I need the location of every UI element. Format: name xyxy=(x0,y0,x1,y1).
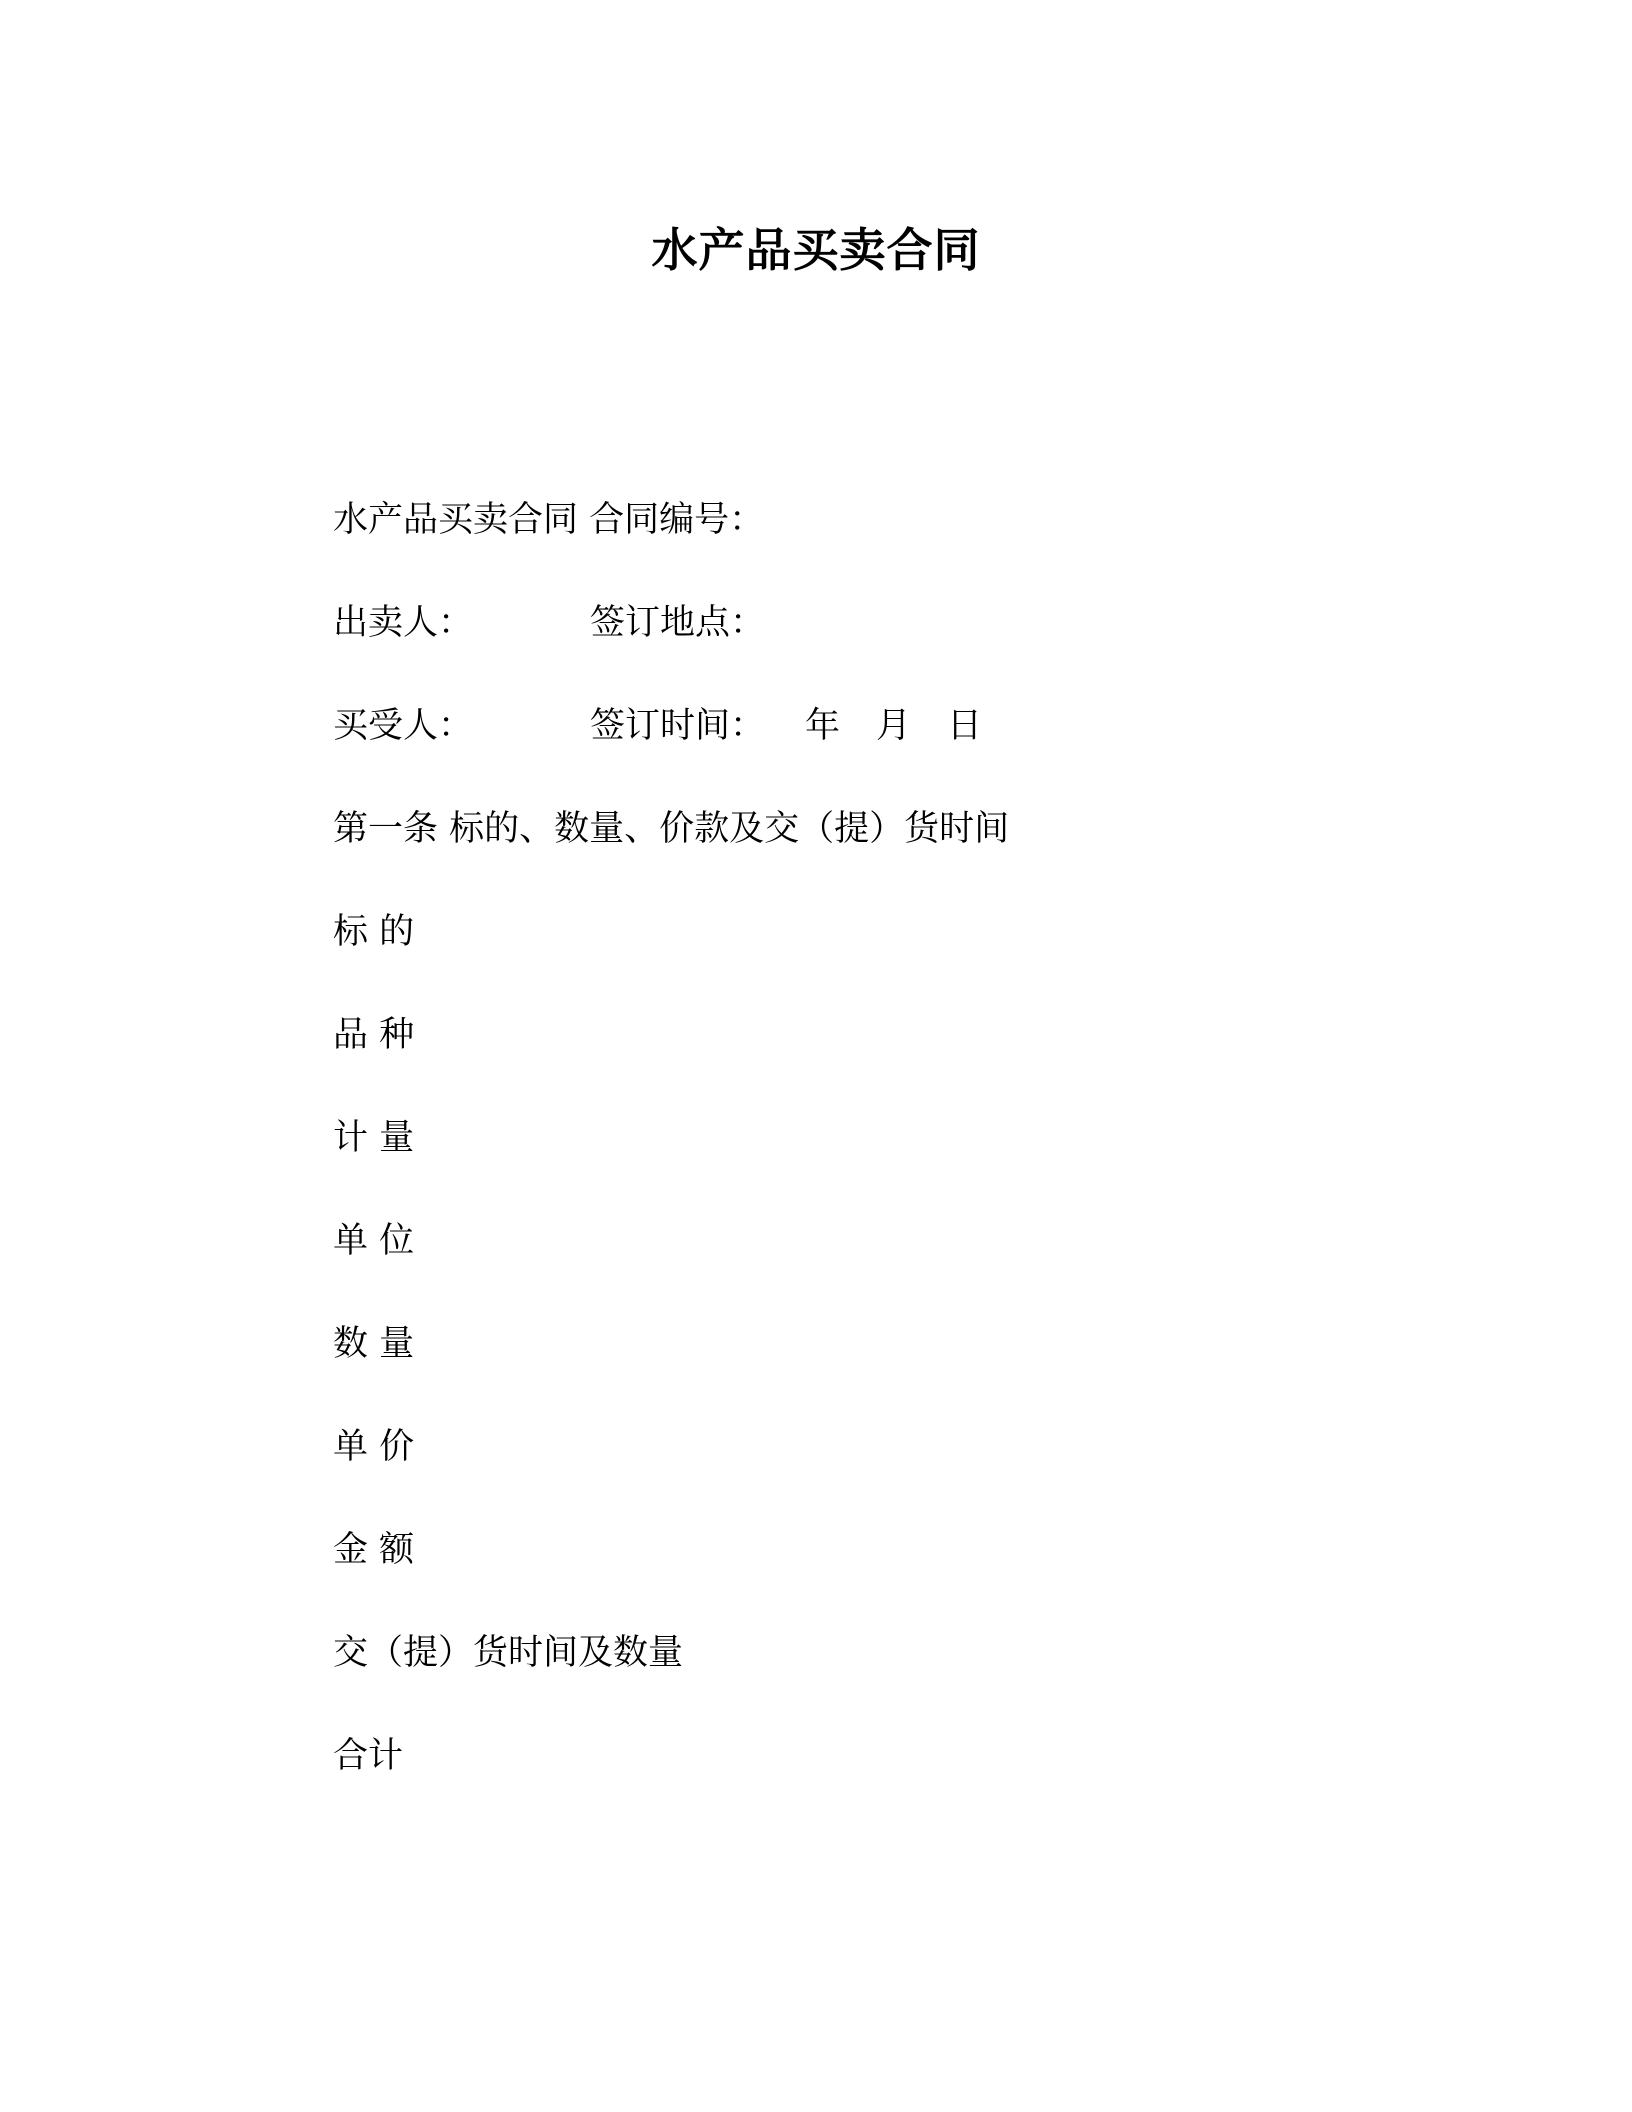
buyer-label: 买受人： xyxy=(333,706,474,746)
month-label: 月 xyxy=(876,706,912,746)
sign-place-label: 签订地点： xyxy=(590,603,766,643)
article-one-heading: 第一条 标的、数量、价款及交（提）货时间 xyxy=(333,809,1010,849)
buyer-line xyxy=(333,702,982,750)
day-label: 日 xyxy=(947,706,983,746)
label-unit: 单 位 xyxy=(333,1221,415,1261)
label-delivery: 交（提）货时间及数量 xyxy=(333,1633,684,1673)
contract-number-line: 水产品买卖合同 合同编号： xyxy=(333,500,765,540)
label-unit-price: 单 价 xyxy=(333,1427,415,1467)
document-title: 水产品买卖合同 xyxy=(651,223,981,277)
seller-line xyxy=(333,599,765,647)
label-subject: 标 的 xyxy=(333,912,415,952)
label-amount: 金 额 xyxy=(333,1530,415,1570)
sign-time-label: 签订时间： xyxy=(590,706,766,746)
label-quantity: 数 量 xyxy=(333,1324,415,1364)
label-measure: 计 量 xyxy=(333,1118,415,1158)
seller-label: 出卖人： xyxy=(333,603,474,643)
label-total: 合计 xyxy=(333,1736,404,1776)
label-variety: 品 种 xyxy=(333,1015,415,1055)
year-label: 年 xyxy=(805,706,841,746)
